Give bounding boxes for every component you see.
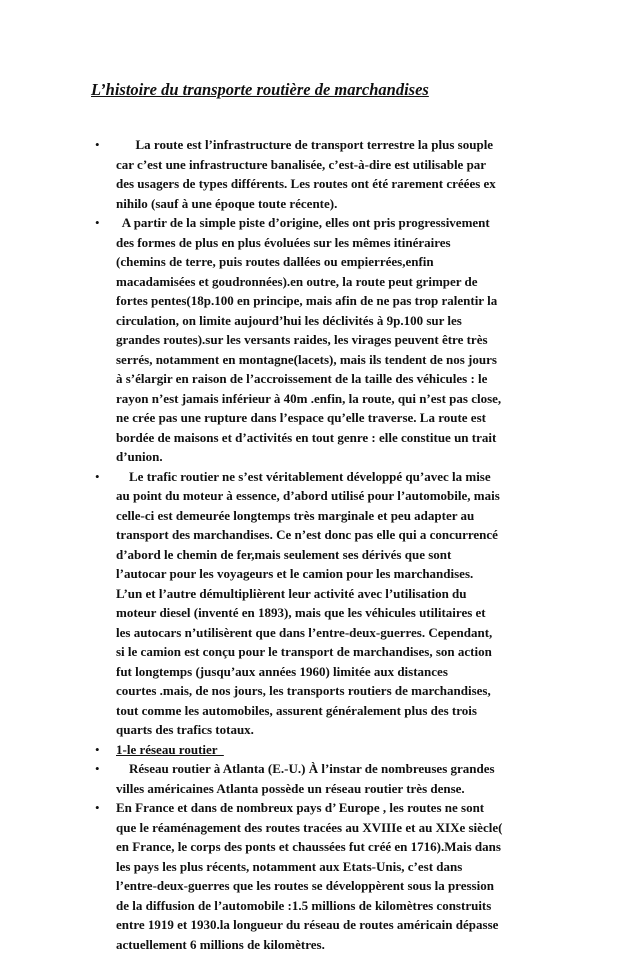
paragraph-line: les pays les plus récents, notamment aux Etats-Unis, c’est dans [116,857,638,877]
paragraph-line: quarts des trafics totaux. [116,720,638,740]
paragraph-line: de la diffusion de l’automobile :1.5 millions de kilomètres construits [116,896,638,916]
paragraph-line: moteur diesel (inventé en 1893), mais que les véhicules utilitaires et [116,603,638,623]
document-title: L’histoire du transporte routière de marchandises [91,80,429,100]
paragraph-line: bordée de maisons et d’activités en tout genre : elle constitue un trait [116,428,638,448]
paragraph-item [0,467,638,740]
paragraph-line: nihilo (sauf à une époque toute récente). [116,194,638,214]
bullet-icon: • [95,798,100,818]
paragraph-item [0,798,638,954]
paragraph-line: que le réaménagement des routes tracées au XVIIIe et au XIXe siècle( [116,818,638,838]
paragraph-line: macadamisées et goudronnées).en outre, la route peut grimper de [116,272,638,292]
paragraph-line: des usagers de types différents. Les routes ont été rarement créées ex [116,174,638,194]
paragraph-line: entre 1919 et 1930.la longueur du réseau de routes américain dépasse [116,915,638,935]
paragraph-line: Réseau routier à Atlanta (E.-U.) À l’instar de nombreuses grandes [116,759,638,779]
paragraph-line: à s’élargir en raison de l’accroissement de la taille des véhicules : le [116,369,638,389]
paragraph-line: en France, le corps des ponts et chaussées fut créé en 1716).Mais dans [116,837,638,857]
paragraph-line: serrés, notamment en montagne(lacets), mais ils tendent de nos jours [116,350,638,370]
paragraph-line: tout comme les automobiles, assurent généralement plus des trois [116,701,638,721]
paragraph-line: au point du moteur à essence, d’abord utilisé pour l’automobile, mais [116,486,638,506]
paragraph-line: celle-ci est demeurée longtemps très marginale et peu adapter au [116,506,638,526]
paragraph-line: villes américaines Atlanta possède un réseau routier très dense. [116,779,638,799]
paragraph-line: (chemins de terre, puis routes dallées ou empierrées,enfin [116,252,638,272]
paragraph-line: fortes pentes(18p.100 en principe, mais afin de ne pas trop ralentir la [116,291,638,311]
paragraph-line: l’autocar pour les voyageurs et le camion pour les marchandises. [116,564,638,584]
bullet-icon: • [95,467,100,487]
bullet-icon: • [95,759,100,779]
paragraph-item [0,759,638,798]
paragraph-item [0,213,638,467]
section-heading: 1-le réseau routier [116,740,638,760]
bullet-icon: • [95,135,100,155]
paragraph-line: l’entre-deux-guerres que les routes se développèrent sous la pression [116,876,638,896]
paragraph-line: car c’est une infrastructure banalisée, c’est-à-dire est utilisable par [116,155,638,175]
paragraph-line: Le trafic routier ne s’est véritablement développé qu’avec la mise [116,467,638,487]
paragraph-line: transport des marchandises. Ce n’est donc pas elle qui a concurrencé [116,525,638,545]
paragraph-line: fut longtemps (jusqu’aux années 1960) limitée aux distances [116,662,638,682]
paragraph-line: d’union. [116,447,638,467]
paragraph-line: des formes de plus en plus évoluées sur les mêmes itinéraires [116,233,638,253]
paragraph-line: ne crée pas une rupture dans l’espace qu’elle traverse. La route est [116,408,638,428]
paragraph-line: si le camion est conçu pour le transport de marchandises, son action [116,642,638,662]
bullet-icon: • [95,213,100,233]
paragraph-line: courtes .mais, de nos jours, les transports routiers de marchandises, [116,681,638,701]
paragraph-line: actuellement 6 millions de kilomètres. [116,935,638,954]
paragraph-list [0,135,638,954]
paragraph-line: les autocars n’utilisèrent que dans l’entre-deux-guerres. Cependant, [116,623,638,643]
bullet-icon: • [95,740,100,760]
paragraph-line: A partir de la simple piste d’origine, elles ont pris progressivement [116,213,638,233]
paragraph-line: grandes routes).sur les versants raides, les virages peuvent être très [116,330,638,350]
paragraph-line: La route est l’infrastructure de transport terrestre la plus souple [116,135,638,155]
paragraph-line: circulation, on limite aujourd’hui les déclivités à 9p.100 sur les [116,311,638,331]
paragraph-line: L’un et l’autre démultiplièrent leur activité avec l’utilisation du [116,584,638,604]
paragraph-line: rayon n’est jamais inférieur à 40m .enfin, la route, qui n’est pas close, [116,389,638,409]
paragraph-line: En France et dans de nombreux pays d’ Europe , les routes ne sont [116,798,638,818]
section-heading-item [0,740,638,760]
paragraph-item [0,135,638,213]
paragraph-line: d’abord le chemin de fer,mais seulement ses dérivés que sont [116,545,638,565]
